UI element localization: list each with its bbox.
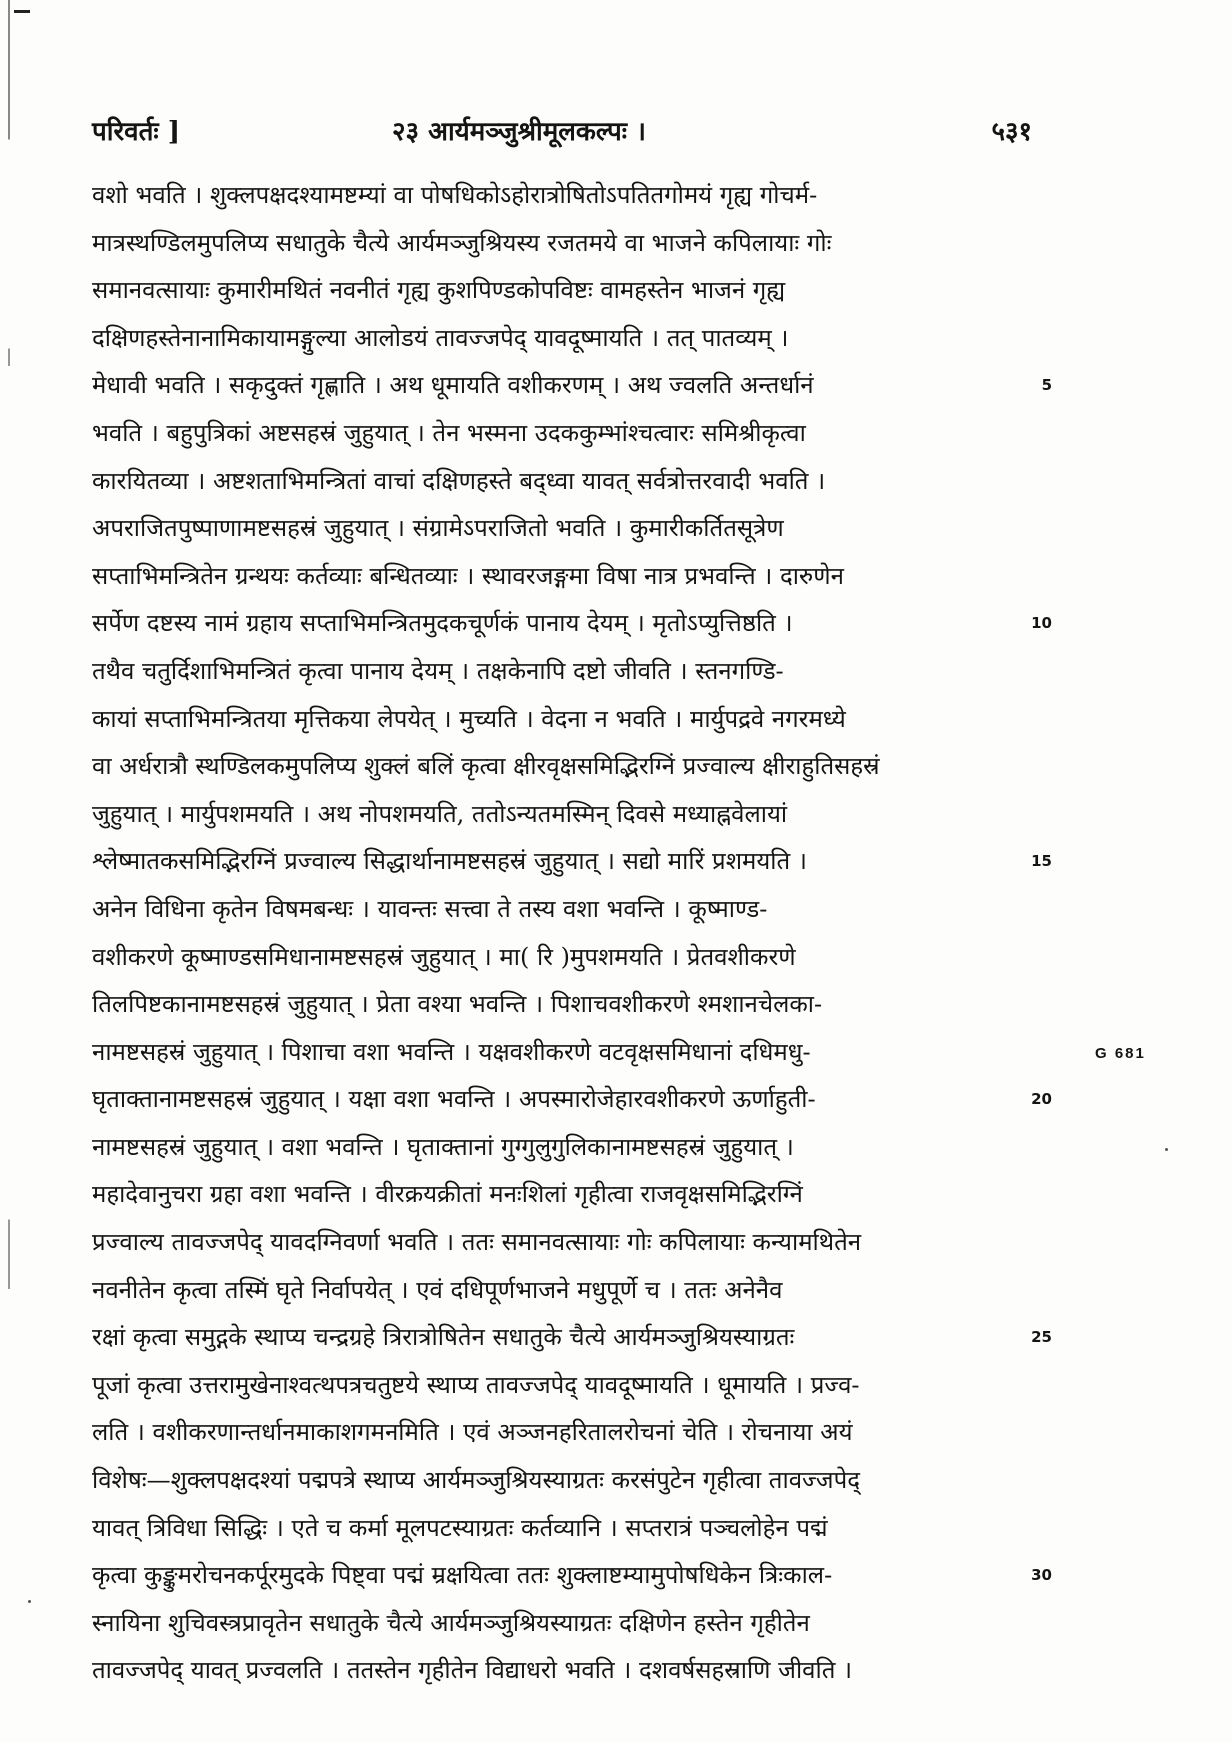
text-line [92, 696, 1032, 744]
binding-edge-line [8, 0, 10, 1742]
text-line [92, 1362, 1032, 1410]
line-number: 25 [1031, 1328, 1052, 1347]
line-text: प्रज्वाल्य तावज्जपेद् यावदग्निवर्णा भवति । ततः समानवत्सायाः गोः कपिलायाः कन्यामथितेन [92, 1228, 862, 1257]
line-number: 5 [1041, 376, 1052, 395]
line-text: नामष्टसहस्रं जुहुयात् । वशा भवन्ति । घृताक्तानां गुग्गुलुगुलिकानामष्टसहस्रं जुहुयात् । [92, 1132, 794, 1161]
scan-speck [28, 1600, 31, 1603]
text-line [92, 362, 1052, 410]
text-line [92, 505, 1032, 553]
line-text: रक्षां कृत्वा समुद्गके स्थाप्य चन्द्रग्रहे त्रिरात्रोषितेन सधातुके चैत्ये आर्यमञ्जुश्रियस्याग्रतः [92, 1323, 795, 1352]
text-line [92, 1076, 1052, 1124]
line-text: मात्रस्थण्डिलमुपलिप्य सधातुके चैत्ये आर्यमञ्जुश्रियस्य रजतमये वा भाजने कपिलायाः गोः [92, 228, 832, 257]
line-text: भवति । बहुपुत्रिकां अष्टसहस्रं जुहुयात् । तेन भस्मना उदककुम्भांश्चत्वारः समिश्रीकृत्वा [92, 418, 806, 447]
line-text: लति । वशीकरणान्तर्धानमाकाशगमनमिति । एवं अञ्जनहरितालरोचनां चेति । रोचनाया अयं [92, 1418, 853, 1447]
scan-speck [1165, 1148, 1168, 1151]
text-line [92, 315, 1032, 363]
line-text: तावज्जपेद् यावत् प्रज्वलति । ततस्तेन गृहीतेन विद्याधरो भवति । दशवर्षसहस्राणि जीवति । [92, 1656, 853, 1685]
line-text: घृताक्तानामष्टसहस्रं जुहुयात् । यक्षा वशा भवन्ति । अपस्मारोजेहारवशीकरणे ऊर्णाहुती- [92, 1085, 816, 1114]
line-text: वशीकरणे कूष्माण्डसमिधानामष्टसहस्रं जुहुयात् । मा( रि )मुपशमयति । प्रेतवशीकरणे [92, 942, 796, 971]
line-text: तिलपिष्टकानामष्टसहस्रं जुहुयात् । प्रेता वश्या भवन्ति । पिशाचवशीकरणे श्मशानचेलका- [92, 990, 823, 1019]
line-text: जुहुयात् । मार्युपशमयति । अथ नोपशमयति, ततोऽन्यतमस्मिन् दिवसे मध्याह्नवेलायां [92, 799, 788, 828]
line-text: कारयितव्या । अष्टशताभिमन्त्रितां वाचां दक्षिणहस्ते बद्ध्वा यावत् सर्वत्रोत्तरवादी भवति । [92, 466, 826, 495]
text-line [92, 1457, 1032, 1505]
line-text: श्लेष्मातकसमिद्भिरग्निं प्रज्वाल्य सिद्धार्थानामष्टसहस्रं जुहुयात् । सद्यो मारिं प्रशमयति । [92, 847, 807, 876]
line-text: महादेवानुचरा ग्रहा वशा भवन्ति । वीरक्रयक्रीतां मनःशिलां गृहीत्वा राजवृक्षसमिद्भिरग्निं [92, 1180, 803, 1209]
text-line [92, 1171, 1032, 1219]
margin-reference: G 681 [1095, 1045, 1146, 1062]
line-text: वशो भवति । शुक्लपक्षदश्यामष्टम्यां वा पोषधिकोऽहोरात्रोषितोऽपतितगोमयं गृह्य गोचर्म- [92, 181, 818, 209]
page-number: ५३१ [991, 117, 1032, 147]
text-line [92, 1267, 1032, 1315]
chapter-label: परिवर्तः ] [92, 117, 181, 147]
line-text: नवनीतेन कृत्वा तस्मिं घृते निर्वापयेत् । एवं दधिपूर्णभाजने मधुपूर्णे च । ततः अनेनैव [92, 1275, 783, 1304]
text-line [92, 886, 1032, 934]
line-text: तथैव चतुर्दिशाभिमन्त्रितं कृत्वा पानाय देयम् । तक्षकेनापि दष्टो जीवति । स्तनगण्डि- [92, 656, 784, 685]
line-text: सप्ताभिमन्त्रितेन ग्रन्थयः कर्तव्याः बन्धितव्याः । स्थावरजङ्गमा विषा नात्र प्रभवन्ति । दारुणेन [92, 561, 844, 590]
line-text: सर्पेण दष्टस्य नामं ग्रहाय सप्ताभिमन्त्रितमुदकचूर्णकं पानाय देयम् । मृतोऽप्युत्तिष्ठति । [92, 609, 793, 638]
line-text: कृत्वा कुङ्कुमरोचनकर्पूरमुदके पिष्ट्वा पद्मं म्रक्षयित्वा ततः शुक्लाष्टम्यामुपोषधिकेन त्रिःकाल- [92, 1561, 833, 1590]
line-text: विशेषः—शुक्लपक्षदश्यां पद्मपत्रे स्थाप्य आर्यमञ्जुश्रियस्याग्रतः करसंपुटेन गृहीत्वा तावज्जपेद् [92, 1466, 860, 1495]
text-line [92, 743, 1032, 791]
text-line [92, 458, 1032, 506]
line-number: 30 [1031, 1566, 1052, 1585]
line-text: स्नायिना शुचिवस्त्रप्रावृतेन सधातुके चैत्ये आर्यमञ्जुश्रियस्याग्रतः दक्षिणेन हस्तेन गृहीतेन [92, 1608, 810, 1637]
text-body [92, 172, 1052, 1695]
text-line [92, 1505, 1032, 1553]
text-line [92, 267, 1032, 315]
text-line [92, 791, 1032, 839]
text-line [92, 934, 1032, 982]
line-text: अनेन विधिना कृतेन विषमबन्धः । यावन्तः सत्त्वा ते तस्य वशा भवन्ति । कूष्माण्ड- [92, 894, 768, 923]
line-text: समानवत्सायाः कुमारीमथितं नवनीतं गृह्य कुशपिण्डकोपविष्टः वामहस्तेन भाजनं गृह्य [92, 276, 786, 305]
text-line [92, 410, 1032, 458]
text-line [92, 1219, 1032, 1267]
line-number: 20 [1031, 1090, 1052, 1109]
text-line [92, 600, 1052, 648]
line-number: 10 [1031, 614, 1052, 633]
line-text: यावत् त्रिविधा सिद्धिः । एते च कर्मा मूलपटस्याग्रतः कर्तव्यानि । सप्तरात्रं पञ्चलोहेन पद्मं [92, 1513, 828, 1542]
line-number: 15 [1031, 852, 1052, 871]
text-line [92, 1552, 1052, 1600]
line-text: अपराजितपुष्पाणामष्टसहस्रं जुहुयात् । संग्रामेऽपराजितो भवति । कुमारीकर्तितसूत्रेण [92, 514, 784, 543]
line-text: कायां सप्ताभिमन्त्रितया मृत्तिकया लेपयेत् । मुच्यति । वेदना न भवति । मार्युपद्रवे नगरमध्ये [92, 704, 846, 733]
running-header [92, 112, 1032, 156]
text-line [92, 1124, 1032, 1172]
text-line [92, 648, 1032, 696]
text-line [92, 172, 1032, 220]
line-text: दक्षिणहस्तेनानामिकायामङ्गुल्या आलोडयं तावज्जपेद् यावदूष्मायति । तत् पातव्यम् । [92, 323, 789, 352]
line-text: नामष्टसहस्रं जुहुयात् । पिशाचा वशा भवन्ति । यक्षवशीकरणे वटवृक्षसमिधानां दधिमधु- [92, 1037, 811, 1066]
text-line [92, 1647, 1032, 1695]
text-line [92, 981, 1032, 1029]
page-title: २३ आर्यमञ्जुश्रीमूलकल्पः । [392, 117, 646, 147]
text-line [92, 553, 1032, 601]
line-text: मेधावी भवति । सकृदुक्तं गृह्णाति । अथ धूमायति वशीकरणम् । अथ ज्वलति अन्तर्धानं [92, 371, 814, 400]
text-line [92, 1029, 1032, 1077]
text-line [92, 838, 1052, 886]
text-line [92, 220, 1032, 268]
text-line [92, 1314, 1052, 1362]
corner-mark [14, 10, 30, 13]
line-text: पूजां कृत्वा उत्तरामुखेनाश्वत्थपत्रचतुष्टये स्थाप्य तावज्जपेद् यावदूष्मायति । धूमायति । प्रज्व- [92, 1370, 860, 1399]
text-line [92, 1409, 1032, 1457]
text-line [92, 1600, 1032, 1648]
line-text: वा अर्धरात्रौ स्थण्डिलकमुपलिप्य शुक्लं बलिं कृत्वा क्षीरवृक्षसमिद्भिरग्निं प्रज्वाल्य क्षीराहुतिसहस्रं [92, 752, 880, 781]
